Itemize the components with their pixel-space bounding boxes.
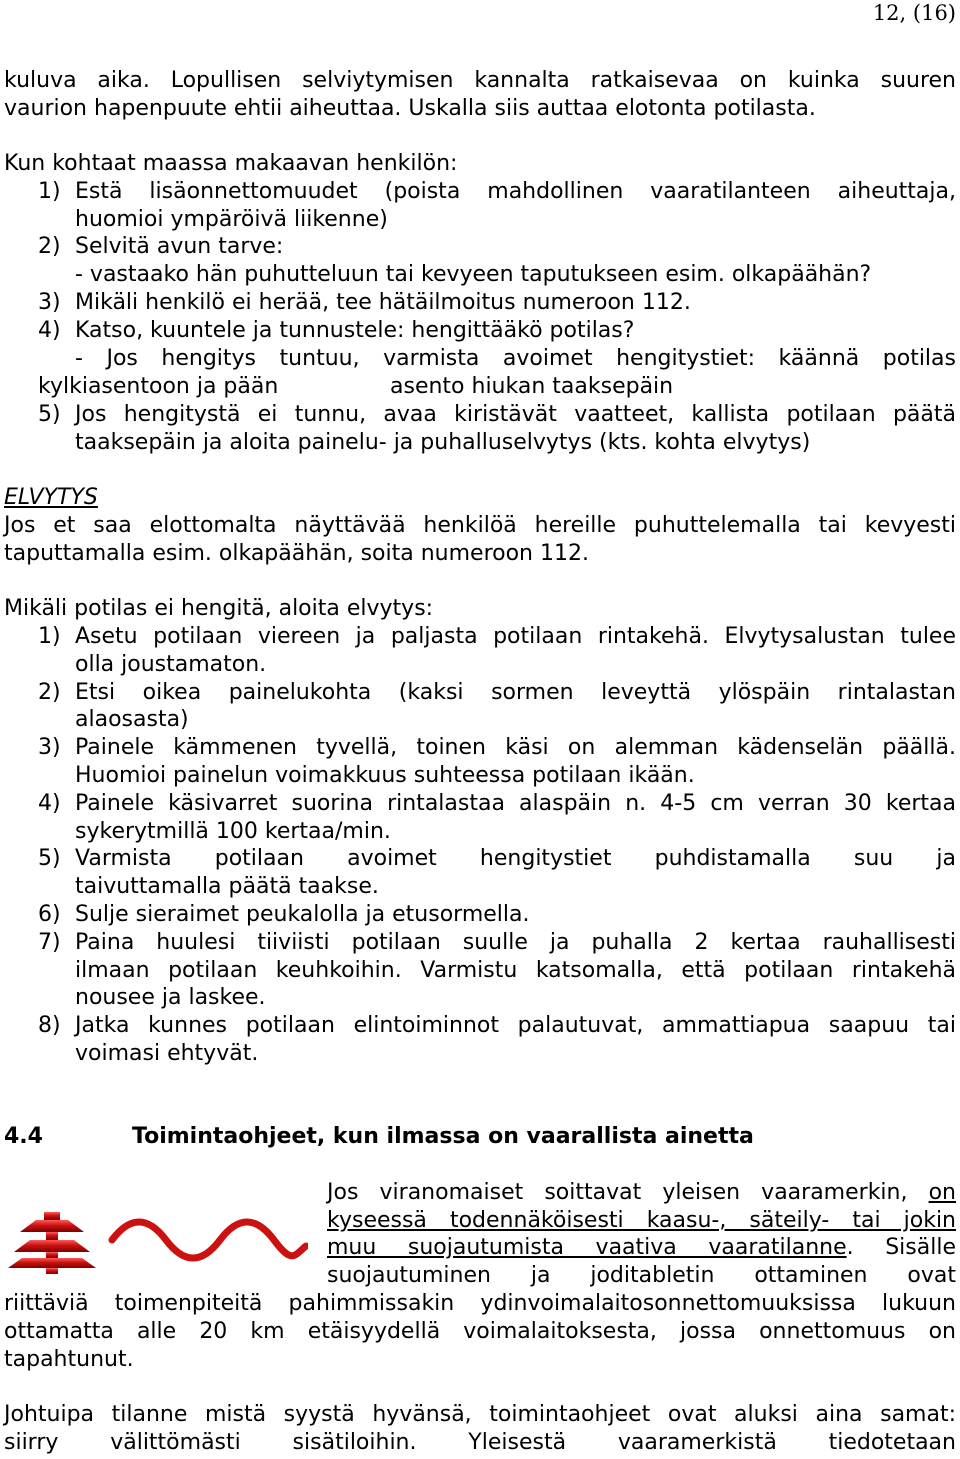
elvytys-paragraph-line-2: taputtamalla esim. olkapäähän, soita numeroon 112. — [4, 541, 589, 566]
elvytys-heading: ELVYTYS — [4, 485, 98, 510]
alarm-text-line-3: muu suojautumista vaativa vaaratilanne. Sisälle — [327, 1235, 956, 1260]
step-5-number: 5) — [38, 402, 61, 427]
cpr-step-number: 7) — [38, 930, 61, 955]
page-number: 12, (16) — [872, 1, 956, 25]
step-4-subtext-b2: asento hiukan taaksepäin — [390, 374, 674, 399]
step-1-text-b: huomioi ympäröivä liikenne) — [75, 207, 388, 232]
cpr-step-text: nousee ja laskee. — [75, 985, 266, 1010]
step-1-number: 1) — [38, 179, 61, 204]
cpr-step-text: Painele käsivarret suorina rintalastaa alaspäin n. 4-5 cm verran 30 kertaa — [75, 791, 956, 816]
section-title: Toimintaohjeet, kun ilmassa on vaarallista ainetta — [132, 1124, 754, 1149]
step-4-text: Katso, kuuntele ja tunnustele: hengittääkö potilas? — [75, 318, 635, 343]
alarm-text-line-4: suojautuminen ja joditabletin ottaminen ovat — [327, 1263, 956, 1288]
cpr-step-number: 5) — [38, 846, 61, 871]
cpr-step-text: voimasi ehtyvät. — [75, 1041, 259, 1066]
cpr-step-text: Etsi oikea painelukohta (kaksi sormen leveyttä ylöspäin rintalastan — [75, 680, 956, 705]
step-2-text: Selvitä avun tarve: — [75, 234, 284, 259]
step-2-number: 2) — [38, 234, 61, 259]
elvytys-lead: Mikäli potilas ei hengitä, aloita elvytys: — [4, 596, 434, 621]
cpr-step-text: Jatka kunnes potilaan elintoiminnot palautuvat, ammattiapua saapuu tai — [75, 1013, 956, 1038]
cpr-step-number: 2) — [38, 680, 61, 705]
elvytys-paragraph-line-1: Jos et saa elottomalta näyttävää henkilöä hereille puhuttelemalla tai kevyesti — [4, 513, 956, 538]
cpr-step-text: Asetu potilaan viereen ja paljasta potilaan rintakehä. Elvytysalustan tulee — [75, 624, 956, 649]
cpr-step-text: ilmaan potilaan keuhkoihin. Varmistu katsomalla, että potilaan rintakehä — [75, 958, 956, 983]
cpr-step-number: 1) — [38, 624, 61, 649]
alarm-text-line-6: ottamatta alle 20 km etäisyydellä voimalaitoksesta, jossa onnettomuus on — [4, 1319, 956, 1344]
cpr-step-text: sykerytmillä 100 kertaa/min. — [75, 819, 391, 844]
cpr-step-text: taivuttamalla päätä taakse. — [75, 874, 379, 899]
step-3-text: Mikäli henkilö ei herää, tee hätäilmoitus numeroon 112. — [75, 290, 691, 315]
cpr-step-number: 4) — [38, 791, 61, 816]
intro-line-2: vaurion hapenpuute ehtii aiheuttaa. Uskalla siis auttaa elotonta potilasta. — [4, 96, 816, 121]
step-3-number: 3) — [38, 290, 61, 315]
lying-lead: Kun kohtaat maassa makaavan henkilön: — [4, 151, 458, 176]
alarm-text-line-2: kyseessä todennäköisesti kaasu-, säteily- tai jokin — [327, 1208, 956, 1233]
step-2-subtext: - vastaako hän puhutteluun tai kevyeen taputukseen esim. olkapäähän? — [75, 262, 872, 287]
cpr-step-text: olla joustamaton. — [75, 652, 267, 677]
step-4-number: 4) — [38, 318, 61, 343]
cpr-step-text: Painele kämmenen tyvellä, toinen käsi on alemman kädenselän päällä. — [75, 735, 956, 760]
step-4-subtext-a: - Jos hengitys tuntuu, varmista avoimet hengitystiet: käännä potilas — [75, 346, 956, 371]
section-number: 4.4 — [4, 1124, 43, 1149]
cpr-step-text: Sulje sieraimet peukalolla ja etusormella. — [75, 902, 530, 927]
closing-line-2: siirry välittömästi sisätiloihin. Yleisestä vaaramerkistä tiedotetaan — [4, 1430, 956, 1455]
section-heading — [4, 1123, 956, 1151]
step-5-text-a: Jos hengitystä ei tunnu, avaa kiristävät vaatteet, kallista potilaan päätä — [75, 402, 956, 427]
cpr-step-number: 3) — [38, 735, 61, 760]
closing-line-1: Johtuipa tilanne mistä syystä hyvänsä, toimintaohjeet ovat aluksi aina samat: — [4, 1402, 956, 1427]
step-4-subtext-b1: kylkiasentoon ja pään — [38, 374, 279, 399]
step-1-text-a: Estä lisäonnettomuudet (poista mahdollinen vaaratilanteen aiheuttaja, — [75, 179, 956, 204]
siren-warning-icon — [8, 1212, 308, 1274]
step-5-text-b: taaksepäin ja aloita painelu- ja puhalluselvytys (kts. kohta elvytys) — [75, 430, 811, 455]
cpr-step-number: 8) — [38, 1013, 61, 1038]
alarm-text-line-7: tapahtunut. — [4, 1347, 134, 1372]
cpr-step-text: Huomioi painelun voimakkuus suhteessa potilaan ikään. — [75, 763, 695, 788]
cpr-step-text: alaosasta) — [75, 707, 189, 732]
cpr-step-text: Paina huulesi tiiviisti potilaan suulle ja puhalla 2 kertaa rauhallisesti — [75, 930, 956, 955]
alarm-text-line-1: Jos viranomaiset soittavat yleisen vaaramerkin, on — [327, 1180, 956, 1205]
cpr-step-text: Varmista potilaan avoimet hengitystiet puhdistamalla suu ja — [75, 846, 956, 871]
alarm-text-line-5: riittäviä toimenpiteitä pahimmissakin ydinvoimalaitosonnettomuuksissa lukuun — [4, 1291, 956, 1316]
intro-line-1: kuluva aika. Lopullisen selviytymisen kannalta ratkaisevaa on kuinka suuren — [4, 68, 956, 93]
cpr-step-number: 6) — [38, 902, 61, 927]
